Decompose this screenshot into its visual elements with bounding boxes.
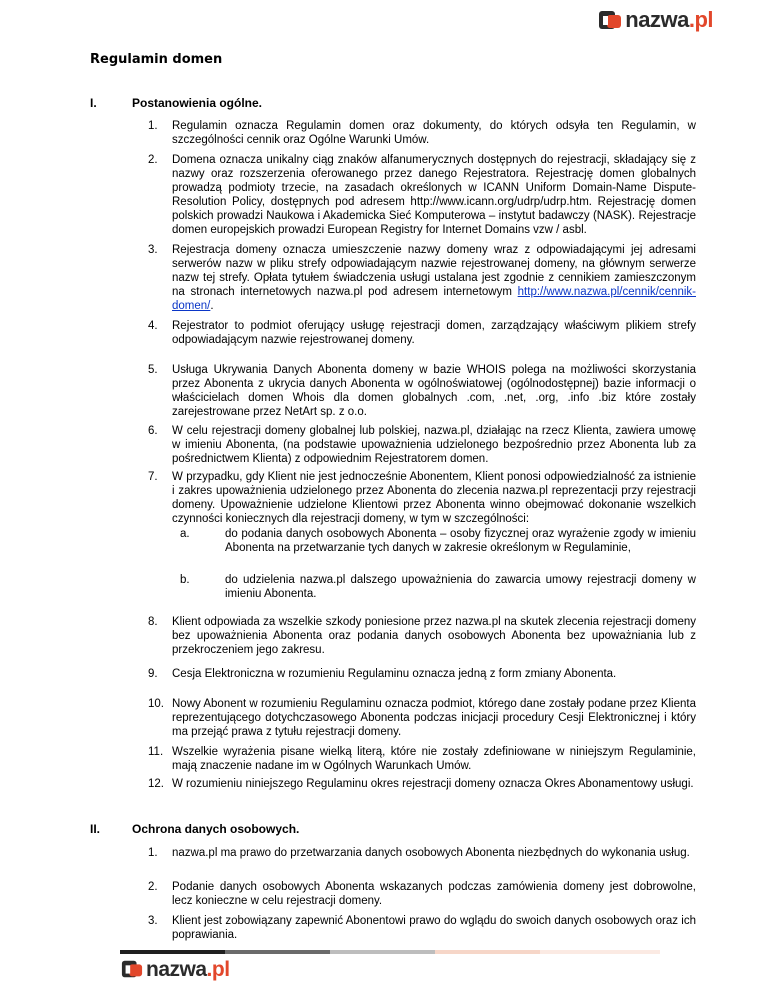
list-item: 12. W rozumieniu niniejszego Regulaminu okres rejestracji domeny oznacza Okres Abonamentowy usługi. bbox=[148, 778, 694, 790]
list-item: 9. Cesja Elektroniczna w rozumieniu Regulaminu oznacza jedną z form zmiany Abonenta. bbox=[148, 668, 617, 680]
list-item: 3. Rejestracja domeny oznacza umieszczenie nazwy domeny wraz z odpowiadającymi jej adresami serwerów nazw w pliku strefy odpowiadającym nazwie rejestrowanej domeny, na głównym serwerze nazw tej strefy. Opłata tytułem świadczenia usługi ustalana jest zgodnie z cennikiem zamieszczonym na stronach internetowych nazwa.pl pod adresem internetowym http://www.nazwa.pl/cennik/cennik-domen/. bbox=[148, 244, 696, 312]
footer-color-bar bbox=[120, 950, 660, 954]
section-title: Postanowienia ogólne. bbox=[132, 96, 263, 110]
list-item: 10. Nowy Abonent w rozumieniu Regulaminu oznacza podmiot, którego dane zostały podane przez Klienta reprezentującego dotychczasowego Abonenta podczas inicjacji procedury Cesji Elektronicznej i który ma przejąć prawa z tytułu rejestracji domeny. bbox=[148, 698, 696, 738]
nazwa-logo-header bbox=[597, 8, 713, 32]
list-item: 3. Klient jest zobowiązany zapewnić Abonentowi prawo do wglądu do swoich danych osobowych oraz ich poprawiania. bbox=[148, 915, 696, 941]
list-item: 4. Rejestrator to podmiot oferujący usługę rejestracji domen, zarządzający właściwym plikiem strefy odpowiadającym nazwie rejestrowanej domeny. bbox=[148, 320, 696, 346]
logo-name-main: nazwa bbox=[146, 957, 207, 981]
logo-name-tld: .pl bbox=[688, 7, 713, 32]
document-title: Regulamin domen bbox=[90, 52, 223, 67]
list-item: 5. Usługa Ukrywania Danych Abonenta domeny w bazie WHOIS polega na możliwości skorzystania przez Abonenta z ukrycia danych Abonenta w ogólnoświatowej (ogólnodostępnej) bazie informacji o właścicielach domen Whois dla domen globalnych .com, .net, .org, .info .biz które zostały zarejestrowane przez NetArt sp. z o.o. bbox=[148, 364, 696, 418]
nazwa-logo-icon bbox=[120, 958, 144, 980]
section-roman: I. bbox=[90, 96, 97, 110]
list-item: 7. W przypadku, gdy Klient nie jest jednocześnie Abonentem, Klient ponosi odpowiedzialność za istnienie i zakres upoważnienia udzielonego przez Abonenta do zlecenia nazwa.pl reprezentacji przy rejestracji domeny. Upoważnienie udzielone Klientowi przez Abonenta winno obejmować dokonanie wszelkich czynności koniecznych dla rejestracji domeny, w tym w szczególności: bbox=[148, 471, 696, 525]
logo-name-tld: .pl bbox=[206, 957, 230, 981]
nazwa-logo-icon bbox=[597, 8, 623, 32]
list-item: 8. Klient odpowiada za wszelkie szkody poniesione przez nazwa.pl na skutek zlecenia rejestracji domeny bez upoważnienia Abonenta oraz podania danych osobowych Abonenta bez upoważniania lub z przekroczeniem jego zakresu. bbox=[148, 616, 696, 656]
section-roman: II. bbox=[90, 822, 101, 836]
sub-list-item: a. do podania danych osobowych Abonenta – osoby fizycznej oraz wyrażenie zgody w imieniu Abonenta na przetwarzanie tych danych w zakresie określonym w Regulaminie, bbox=[180, 528, 696, 554]
list-item: 1. nazwa.pl ma prawo do przetwarzania danych osobowych Abonenta niezbędnych do wykonania usług. bbox=[148, 847, 690, 859]
list-item: 1. Regulamin oznacza Regulamin domen oraz dokumenty, do których odsyła ten Regulamin, w szczególności cennik oraz Ogólne Warunki Umów. bbox=[148, 120, 696, 146]
list-item: 2. Domena oznacza unikalny ciąg znaków alfanumerycznych dostępnych do rejestracji, składający się z nazwy oraz rozszerzenia oferowanego przez danego Rejestratora. Rejestrację domen globalnych prowadzą podmioty trzecie, na zasadach określonych w ICANN Uniform Domain-Name Dispute-Resolution Policy, dostępnych pod adresem http://www.icann.org/udrp/udrp.htm. Rejestrację domen polskich prowadzi Naukowa i Akademicka Sieć Komputerowa – instytut badawczy (NASK). Rejestracje domen europejskich prowadzi European Registry for Internet Domains vzw / asbl. bbox=[148, 154, 696, 236]
list-item: 6. W celu rejestracji domeny globalnej lub polskiej, nazwa.pl, działając na rzecz Klienta, zawiera umowę w imieniu Abonenta, (na podstawie upoważnienia udzielonego bezpośrednio przez Abonenta lub za pośrednictwem Klienta) z odpowiednim Rejestratorem domen. bbox=[148, 425, 696, 465]
sub-list-item: b. do udzielenia nazwa.pl dalszego upoważnienia do zawarcia umowy rejestracji domeny w imieniu Abonenta. bbox=[180, 574, 696, 600]
list-item: 11. Wszelkie wyrażenia pisane wielką literą, które nie zostały zdefiniowane w niniejszym Regulaminie, mają znaczenie nadane im w Ogólnych Warunkach Umów. bbox=[148, 746, 696, 772]
cennik-domen-link[interactable]: http://www.nazwa.pl/cennik/cennik-domen/ bbox=[172, 286, 696, 312]
nazwa-logo-footer bbox=[120, 958, 230, 980]
section-title: Ochrona danych osobowych. bbox=[132, 822, 300, 836]
logo-name-main: nazwa bbox=[625, 7, 689, 32]
list-item: 2. Podanie danych osobowych Abonenta wskazanych podczas zamówienia domeny jest dobrowolne, lecz konieczne w celu rejestracji domeny. bbox=[148, 881, 696, 907]
